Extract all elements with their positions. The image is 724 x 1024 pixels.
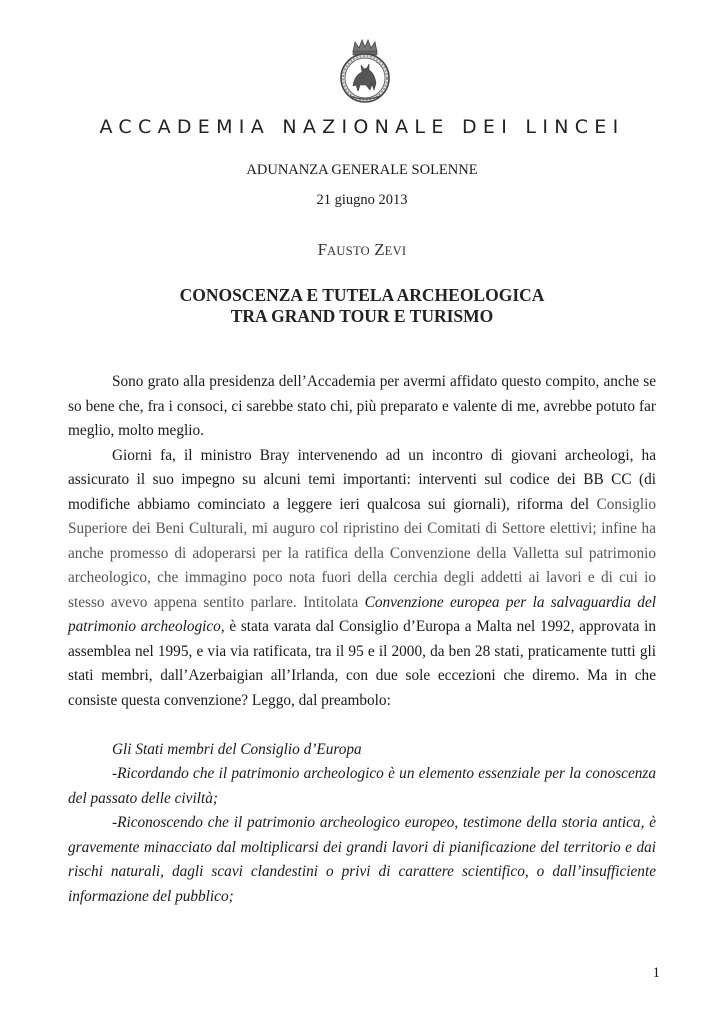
- page-number: 1: [652, 965, 660, 981]
- title-line-1: CONOSCENZA E TUTELA ARCHEOLOGICA: [179, 285, 545, 305]
- event-title: ADUNANZA GENERALE SOLENNE: [246, 162, 478, 178]
- academy-name: ACCADEMIA NAZIONALE DEI LINCEI: [99, 116, 625, 138]
- quoted-preamble: [68, 738, 656, 910]
- quote-intro: Gli Stati membri del Consiglio d’Europa: [112, 740, 362, 758]
- paragraph-2: [68, 444, 656, 714]
- lynx-emblem-icon: [338, 38, 392, 106]
- author-first-initial: F: [317, 240, 328, 259]
- paragraph-1: Sono grato alla presidenza dell’Accademia per avermi affidato questo compito, anche se so bene che, fra i consoci, ci sarebbe stato chi, più preparato e valente di me, avrebbe potuto far meglio, molto meglio.: [68, 373, 656, 439]
- author-last-initial: Z: [374, 240, 385, 259]
- event-date: 21 giugno 2013: [316, 192, 408, 208]
- paragraph-2-part-b: Consiglio Superiore dei Beni Culturali, mi auguro col ripristino dei Comitati di Settore elettivi; infine ha anche promesso di adoperarsi per la ratifica della Convenzione della Valletta sul patrimonio archeologico, che immagino poco nota fuori della cerchia degli addetti ai lavori e di cui io stesso avevo appena sentito parlare. Intitolata: [68, 495, 656, 611]
- title-line-2: TRA GRAND TOUR E TURISMO: [230, 306, 494, 326]
- quote-item-1: -Ricordando che il patrimonio archeologico è un elemento essenziale per la conoscenza del passato delle civiltà;: [68, 765, 656, 807]
- paragraph-2-part-a: Giorni fa, il ministro Bray intervenendo ad un incontro di giovani archeologi, ha assicurato il suo impegno su alcuni temi importanti: interventi sul codice dei BB CC (di modifiche abbiamo cominciato a leggere ieri qualcosa sui giornali), riforma del: [68, 446, 656, 513]
- paragraph-2-part-d: , è stata varata dal Consiglio d’Europa a Malta nel 1992, approvata in assemblea nel 1995, e via via ratificata, tra il 95 e il 2000, da ben 28 stati, praticamente tutti gli stati membri, dall’Azerbaigian all’Irlanda, con due sole eccezioni che diremo. Ma in che consiste questa convenzione? Leggo, dal preambolo:: [68, 618, 656, 709]
- author-first-rest: AUSTO: [327, 244, 371, 258]
- author-name: [0, 240, 724, 260]
- document-title: [0, 285, 724, 327]
- convention-title: Convenzione europea per la salvaguardia del patrimonio archeologico: [68, 593, 656, 635]
- body-text: [68, 370, 656, 909]
- author-last-rest: EVI: [384, 244, 407, 258]
- quote-item-2: -Riconoscendo che il patrimonio archeologico europeo, testimone della storia antica, è gravemente minacciato dal moltiplicarsi dei grandi lavori di pianificazione del territorio e dai rischi naturali, dagli scavi clandestini o privi di carattere scientifico, o dall’insufficiente informazione del pubblico;: [68, 814, 656, 905]
